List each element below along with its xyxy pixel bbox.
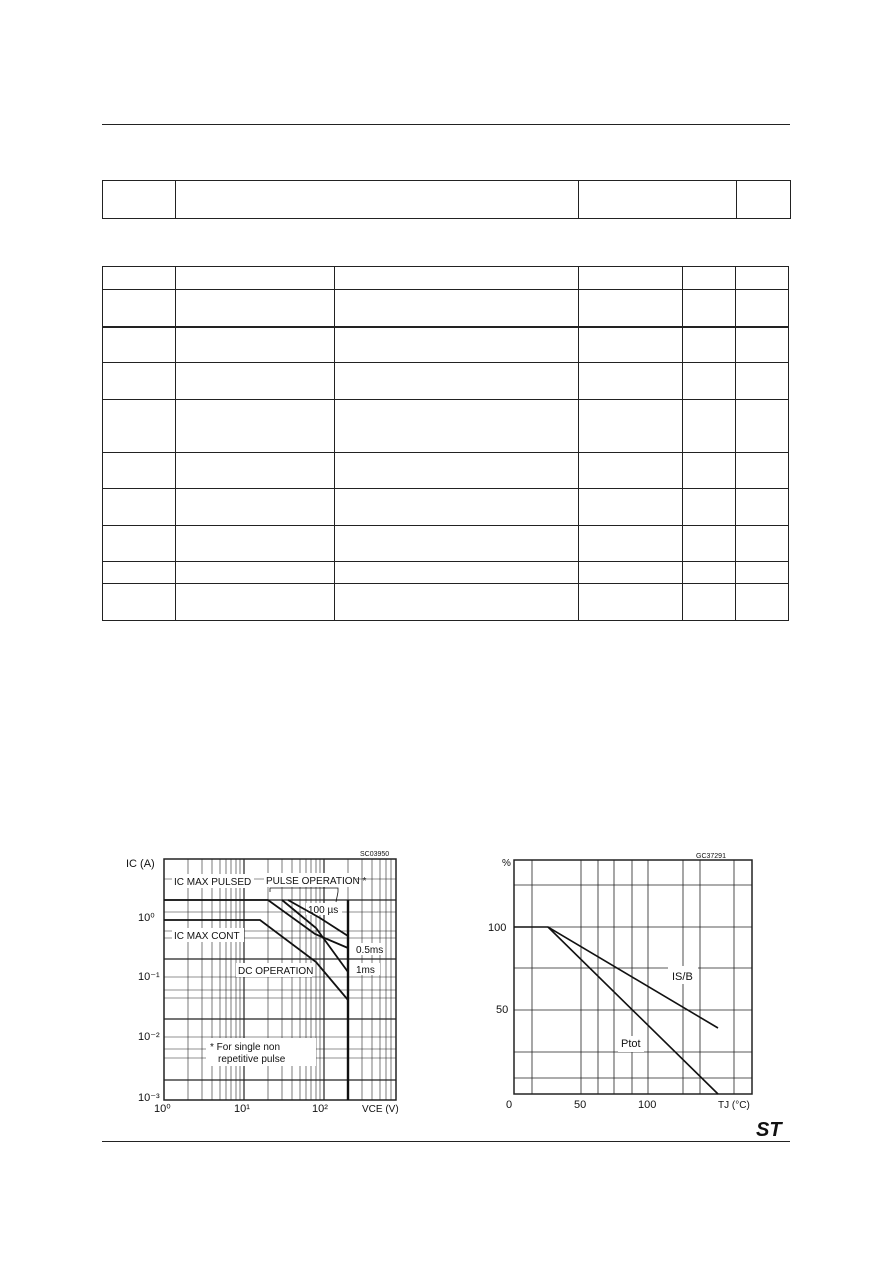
label-ic-max-pulsed: IC MAX PULSED [174,877,252,888]
table-row [103,363,789,400]
x-tick: 10² [312,1103,328,1115]
note-line-1: * For single non [210,1042,281,1053]
footer-rule [102,1141,790,1142]
table-row [103,290,789,327]
table-row [103,453,789,489]
x-tick: 50 [574,1099,587,1111]
y-tick: 10⁻² [138,1031,160,1043]
label-ic-max-cont: IC MAX CONT [174,931,240,942]
table-row [103,562,789,584]
electrical-characteristics-table [102,266,789,621]
y-tick: 50 [496,1004,509,1016]
label-ptot: Ptot [621,1038,641,1050]
soa-figure-code: SC03950 [360,851,390,858]
label-isb: IS/B [672,971,693,983]
x-tick: 0 [506,1099,513,1111]
table-row [103,526,789,562]
label-100us: 100 µs [308,905,339,916]
label-pulse-operation: PULSE OPERATION * [266,876,367,887]
thermal-data-table [102,180,791,219]
soa-y-axis-label: IC (A) [126,858,155,870]
st-logo-text: ST [756,1119,782,1140]
table-header-row [103,267,789,290]
derating-curves [514,927,718,1094]
x-tick: 100 [638,1099,657,1111]
x-tick: 10⁰ [154,1103,171,1115]
safe-operating-area-figure [120,840,420,1120]
x-tick: 10¹ [234,1103,250,1115]
note-line-2: repetitive pulse [218,1054,286,1065]
derating-x-axis-label: TJ (°C) [718,1100,750,1111]
soa-x-axis-label: VCE (V) [362,1104,399,1115]
table-row [103,400,789,453]
table-row [103,327,789,363]
derating-figure [488,840,768,1120]
y-tick: 10⁻¹ [138,971,160,983]
table-row [103,489,789,526]
label-05ms: 0.5ms [356,945,384,956]
label-dc-operation: DC OPERATION [238,966,314,977]
header-rule [102,124,790,125]
derating-figure-code: GC37291 [696,853,726,860]
st-logo [754,1116,790,1140]
y-tick: 10⁻³ [138,1092,160,1104]
table-row [103,181,791,219]
table-row [103,584,789,621]
label-1ms: 1ms [356,965,375,976]
y-tick: 10⁰ [138,912,155,924]
y-tick: 100 [488,922,507,934]
derating-y-axis-label: % [502,858,511,869]
